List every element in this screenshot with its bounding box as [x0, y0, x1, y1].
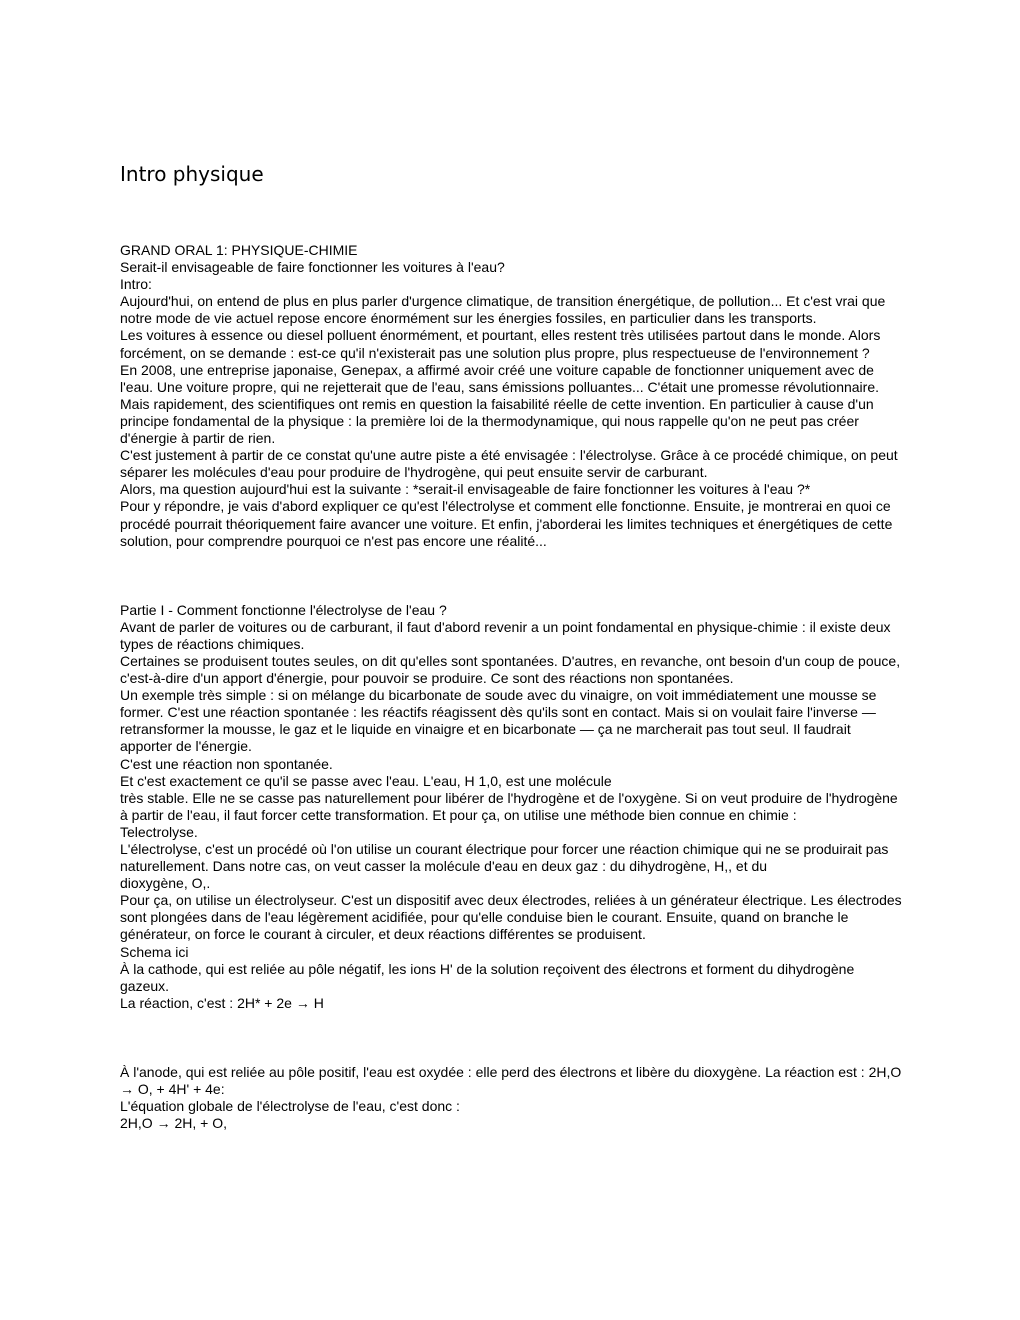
section-spacer [120, 1012, 905, 1064]
global-equation: 2H,O → 2H, + O, [120, 1115, 227, 1132]
global-equation-intro: L'équation globale de l'électrolyse de l'eau, c'est donc : [120, 1098, 460, 1115]
part1-paragraph: Un exemple très simple : si on mélange du bicarbonate de soude avec du vinaigre, on voit immédiatement une mousse se former. C'est une réaction spontanée : les réactifs réagissent dès qu'ils sont en contact. Mais si on voulait faire l'inverse — retransformer la mousse, le gaz et le liquide en vinaigre et en bicarbonate — ça ne marcherait pas tout seul. Il faudrait apporter de l'énergie. [120, 687, 877, 755]
intro-paragraph: En 2008, une entreprise japonaise, Genepax, a affirmé avoir créé une voiture capable de fonctionner uniquement avec de l'eau. Une voiture propre, qui ne rejetterait que de l'eau, sans émissions polluantes... C'était une promesse révolutionnaire. Mais rapidement, des scientifiques ont remis en question la faisabilité réelle de cette invention. En particulier à cause d'un principe fondamental de la physique : la première loi de la thermodynamique, qui nous rappelle qu'on ne peut pas créer d'énergie à partir de rien. [120, 361, 880, 447]
cathode-equation: La réaction, c'est : 2H* + 2e → H [120, 994, 324, 1011]
part1-paragraph: C'est une réaction non spontanée. [120, 755, 333, 772]
section-spacer [120, 550, 905, 602]
part1-paragraph: Certaines se produisent toutes seules, on dit qu'elles sont spontanées. D'autres, en revanche, ont besoin d'un coup de pouce, c'est-à-dire d'un apport d'énergie, pour pouvoir se produire. Ce sont des réactions non spontanées. [120, 652, 901, 687]
oral-question: Serait-il envisageable de faire fonctionner les voitures à l'eau? [120, 259, 505, 276]
document-body [120, 242, 905, 1132]
intro-paragraph: Pour y répondre, je vais d'abord expliquer ce qu'est l'électrolyse et comment elle fonctionne. Ensuite, je montrerai en quoi ce procédé pourrait théoriquement faire avancer une voiture. Et enfin, j'aborderai les limites techniques et énergétiques de cette solution, pour comprendre pourquoi ce n'est pas encore une réalité... [120, 498, 893, 549]
part1-paragraph: Telectrolyse. [120, 823, 198, 840]
intro-paragraph: Aujourd'hui, on entend de plus en plus parler d'urgence climatique, de transition énergétique, de pollution... Et c'est vrai que notre mode de vie actuel repose encore énormément sur les énergies fossiles, en particulier dans les transports. [120, 293, 886, 327]
anode-section [120, 1064, 905, 1132]
intro-paragraph: Alors, ma question aujourd'hui est la suivante : *serait-il envisageable de faire fonctionner les voitures à l'eau ?* [120, 481, 811, 498]
part1-paragraph: dioxygène, O,. [120, 875, 211, 892]
anode-paragraph: À l'anode, qui est reliée au pôle positif, l'eau est oxydée : elle perd des électrons et libère du dioxygène. La réaction est : 2H,O → O, + 4H' + 4e: [120, 1063, 902, 1098]
schema-placeholder: Schema ici [120, 943, 189, 960]
intro-label: Intro: [120, 276, 152, 293]
intro-paragraph: C'est justement à partir de ce constat qu'une autre piste a été envisagée : l'électrolyse. Grâce à ce procédé chimique, on peut séparer les molécules d'eau pour produire de l'hydrogène, qui peut ensuite servir de carburant. [120, 447, 898, 481]
intro-section [120, 242, 905, 550]
part1-paragraph: Pour ça, on utilise un électrolyseur. C'est un dispositif avec deux électrodes, reliées à un générateur électrique. Les électrodes sont plongées dans de l'eau légèrement acidifiée, pour qu'elle conduise bien le courant. Ensuite, quand on branche le générateur, on force le courant à circuler, et deux réactions différentes se produisent. [120, 892, 902, 943]
part1-paragraph: très stable. Elle ne se casse pas naturellement pour libérer de l'hydrogène et de l'oxygène. Si on veut produire de l'hydrogène à partir de l'eau, il faut forcer cette transformation. Et pour ça, on utilise une méthode bien connue en chimie : [120, 789, 898, 823]
intro-paragraph: Les voitures à essence ou diesel polluent énormément, et pourtant, elles restent très utilisées partout dans le monde. Alors forcément, on se demande : est-ce qu'il n'existerait pas une solution plus propre, plus respectueuse de l'environnement ? [120, 327, 881, 361]
part1-paragraph: L'électrolyse, c'est un procédé où l'on utilise un courant électrique pour forcer une réaction chimique qui ne se produirait pas naturellement. Dans notre cas, on veut casser la molécule d'eau en deux gaz : du dihydrogène, H,, et du [120, 841, 889, 875]
document-title: Intro physique [120, 162, 264, 186]
part1-paragraph: À la cathode, qui est reliée au pôle négatif, les ions H' de la solution reçoivent des électrons et forment du dihydrogène gazeux. [120, 960, 855, 994]
part1-section [120, 602, 905, 1012]
oral-heading: GRAND ORAL 1: PHYSIQUE-CHIMIE [120, 242, 358, 258]
part1-paragraph: Avant de parler de voitures ou de carburant, il faut d'abord revenir a un point fondamental en physique-chimie : il existe deux types de réactions chimiques. [120, 618, 891, 652]
part1-heading: Partie I - Comment fonctionne l'électrolyse de l'eau ? [120, 601, 447, 618]
part1-paragraph: Et c'est exactement ce qu'il se passe avec l'eau. L'eau, H 1,0, est une molécule [120, 772, 612, 789]
